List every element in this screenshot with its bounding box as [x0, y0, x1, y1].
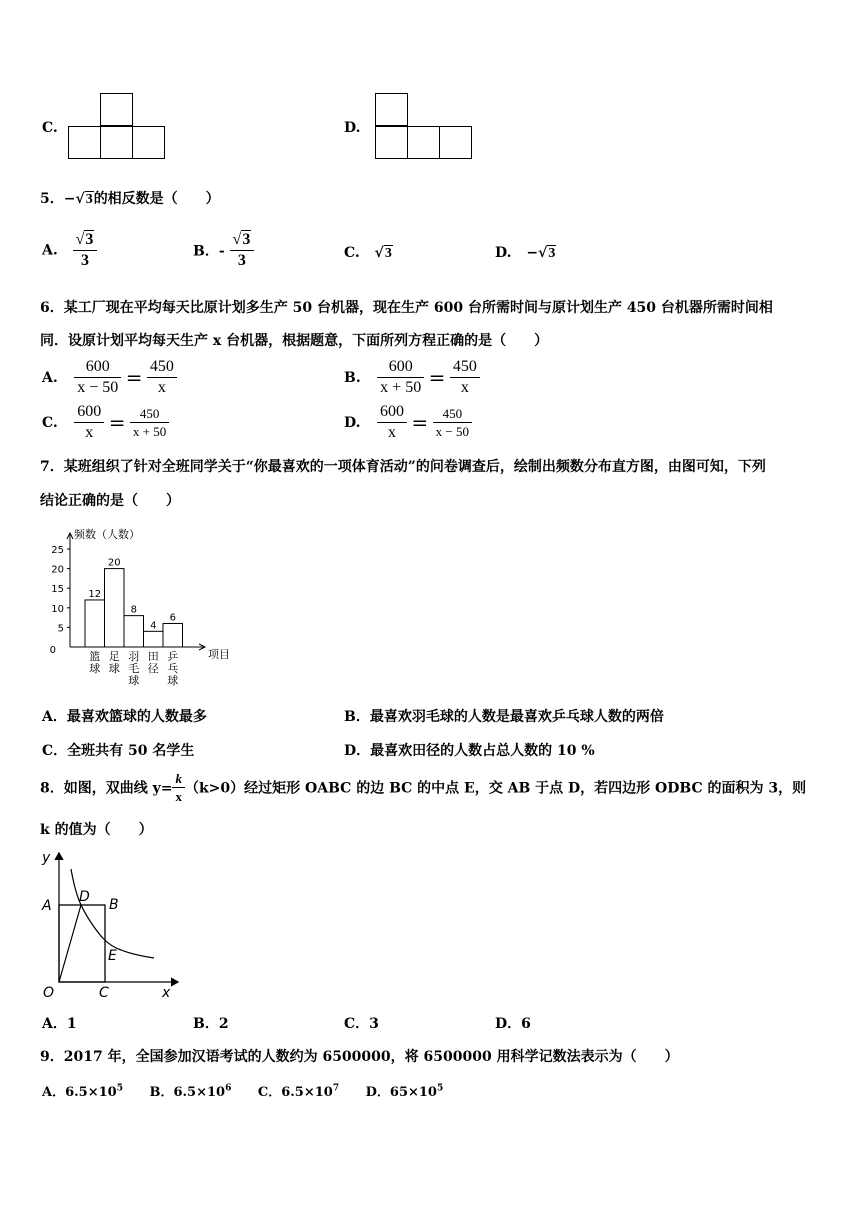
- histogram-bar: [85, 600, 105, 647]
- histogram-y-label: 频数（人数）: [74, 528, 140, 541]
- q8-stem-line1: 8．如图，双曲线 y= $\frac{k}{x}$ （k>0）经过矩形 OABC 的边 BC 的中点 E，交 AB 于点 D，若四边形 ODBC 的面积为 3，则: [40, 771, 807, 804]
- q8-rectangle: [59, 905, 105, 982]
- q6-stem-line1: 6．某工厂现在平均每天比原计划多生产 50 台机器，现在生产 600 台所需时间与原计划生产 450 台机器所需时间相: [40, 300, 773, 316]
- histogram-bar: [124, 616, 144, 647]
- histogram-bar-value-label: 12: [88, 588, 102, 600]
- q6-option-a: A. $\frac{600}{x - 50}$ = $\frac{450}{x}$: [42, 357, 177, 398]
- q9-options: [42, 1081, 443, 1100]
- histogram-bar-value-label: 6: [169, 612, 176, 624]
- q8-label-x: x: [162, 985, 171, 1001]
- q4-option-c-label: C.: [42, 120, 58, 136]
- histogram-y-tick-label: 5: [57, 623, 64, 635]
- histogram-category-label-char: 羽: [128, 650, 140, 663]
- q8-option-b: B．2: [193, 1016, 229, 1032]
- histogram-category-label-char: 球: [89, 662, 101, 675]
- q6-option-d: D. $\frac{600}{x}$ = $\frac{450}{x - 50}$: [344, 402, 472, 443]
- q5-b-fraction: $\frac{√3}{3}$: [230, 230, 255, 271]
- q8-label-b: B: [109, 897, 119, 913]
- histogram-category-label-char: 球: [108, 662, 120, 675]
- histogram-y-tick-label: 0: [49, 645, 56, 656]
- histogram-bar: [105, 569, 125, 647]
- q6-option-b: B. $\frac{600}{x + 50}$ = $\frac{450}{x}$: [344, 357, 480, 398]
- q7-stem-line2: 结论正确的是（ ）: [40, 493, 180, 509]
- q5-option-a: A. $\frac{√3}{3}$: [42, 230, 97, 271]
- q7-option-c: C．全班共有 50 名学生: [42, 743, 195, 759]
- q8-label-e: E: [108, 948, 117, 964]
- histogram-category-label-char: 乓: [167, 662, 179, 675]
- q8-hyperbola: [71, 869, 154, 958]
- q5-option-d: D. −√3: [495, 245, 556, 261]
- histogram-x-label: 项目: [208, 648, 230, 661]
- histogram-category-label-char: 径: [147, 662, 159, 675]
- q4-option-d-label: D.: [344, 120, 361, 136]
- q7-option-a: A．最喜欢篮球的人数最多: [42, 709, 207, 725]
- q8-label-y: y: [42, 850, 51, 866]
- q9-stem: 9．2017 年，全国参加汉语考试的人数约为 6500000，将 6500000 用科学记数法表示为（ ）: [40, 1049, 679, 1065]
- q8-option-d: D．6: [495, 1016, 531, 1032]
- histogram-bar-value-label: 4: [150, 620, 157, 632]
- q8-option-a: A．1: [42, 1016, 77, 1032]
- histogram-y-tick-label: 20: [51, 564, 64, 576]
- q7-option-d: D．最喜欢田径的人数占总人数的 10 %: [344, 743, 595, 759]
- histogram-category-label-char: 田: [147, 650, 159, 663]
- q8-stem-line2: k 的值为（ ）: [40, 822, 153, 838]
- q5-a-fraction: $\frac{√3}{3}$: [73, 230, 98, 271]
- histogram-bar-value-label: 8: [130, 604, 137, 616]
- histogram-y-tick-label: 10: [51, 603, 64, 615]
- q9-option-b: B．$6.5\times 10^6$: [149, 1083, 232, 1100]
- histogram-y-tick-label: 25: [51, 545, 64, 556]
- q5-stem: 5．−√3的相反数是（ ）: [40, 191, 220, 207]
- q8-label-c: C: [99, 985, 109, 1001]
- q5-option-c: C. √3: [344, 245, 392, 261]
- q9-option-d: D．$65\times 10^5$: [365, 1083, 444, 1100]
- q7-option-b: B．最喜欢羽毛球的人数是最喜欢乒乓球人数的两倍: [344, 709, 664, 725]
- histogram-bar: [144, 631, 164, 647]
- q8-label-d: D: [79, 889, 90, 905]
- q6-stem-line2: 同．设原计划平均每天生产 x 台机器，根据题意，下面所列方程正确的是（ ）: [40, 333, 549, 349]
- histogram-category-label-char: 篮: [89, 650, 101, 663]
- histogram-category-label-char: 球: [167, 674, 179, 687]
- histogram-category-label-char: 球: [128, 674, 140, 687]
- q8-label-o: O: [43, 985, 55, 1001]
- histogram-y-tick-label: 15: [51, 584, 64, 596]
- histogram-category-label-char: 足: [108, 650, 120, 663]
- q9-option-a: A．$6.5\times 10^5$: [42, 1083, 123, 1100]
- histogram-category-label-char: 毛: [128, 662, 140, 675]
- q7-histogram: [40, 525, 240, 700]
- q8-label-a: A: [42, 898, 52, 914]
- q6-option-c: C. $\frac{600}{x}$ = $\frac{450}{x + 50}$: [42, 402, 169, 443]
- q9-option-c: C．$6.5\times 10^7$: [257, 1083, 340, 1100]
- histogram-bar-value-label: 20: [107, 557, 121, 569]
- q5-option-b: B．- $\frac{√3}{3}$: [193, 230, 254, 271]
- histogram-category-label-char: 乒: [167, 650, 179, 663]
- q7-stem-line1: 7．某班组织了针对全班同学关于“你最喜欢的一项体育活动”的问卷调查后，绘制出频数分布直方图，由图可知，下列: [40, 459, 766, 475]
- histogram-bar: [163, 623, 183, 647]
- q8-segment-od: [59, 905, 81, 982]
- q8-figure: [36, 847, 186, 1007]
- q8-option-c: C．3: [344, 1016, 379, 1032]
